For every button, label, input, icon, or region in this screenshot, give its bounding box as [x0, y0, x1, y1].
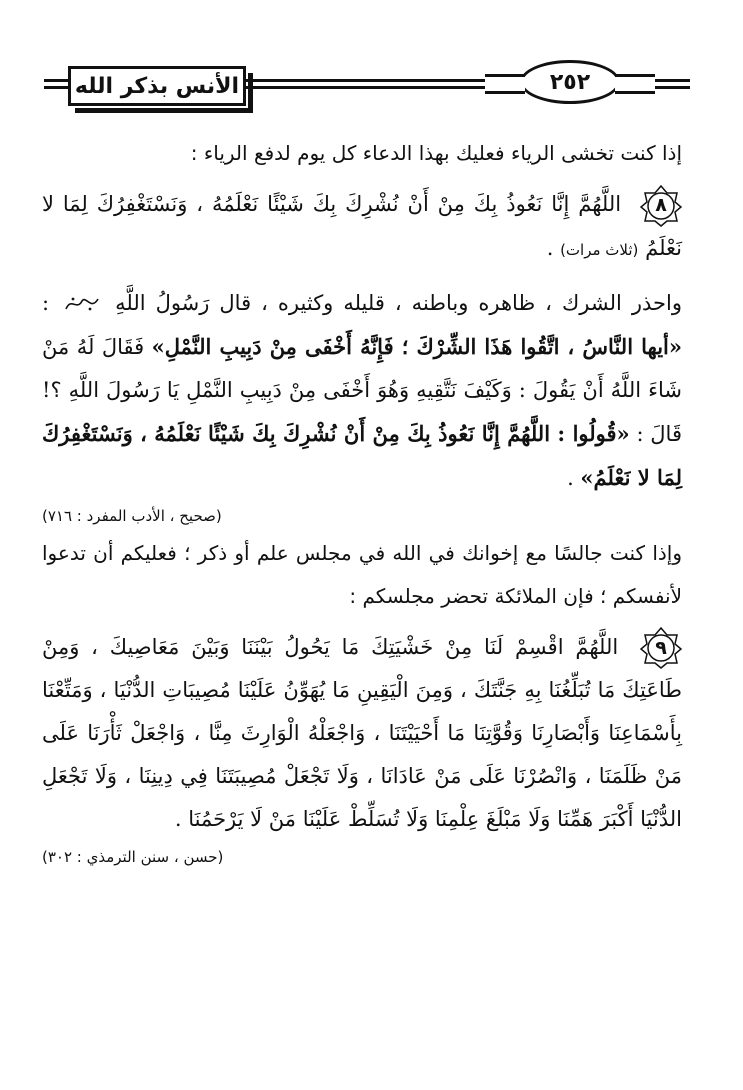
- dua-8-text: اللَّهُمَّ إِنَّا نَعُوذُ بِكَ مِنْ أَنْ نُشْرِكَ بِكَ شَيْئًا نَعْلَمُهُ ، وَنَسْتَغْفِرُكَ لِمَا لا نَعْلَمُ: [42, 192, 682, 260]
- hadith-paragraph: واحذر الشرك ، ظاهره وباطنه ، قليله وكثيره ، قال رَسُولُ اللَّهِ : «أيها النَّاسُ ، اتَّقُوا هَذَا الشِّرْكَ ؛ فَإِنَّهُ أَخْفَى مِنْ دَبِيبِ النَّمْلِ» فَقَالَ لَهُ مَنْ شَاءَ اللَّهُ أَنْ يَقُولَ : وَكَيْفَ نَتَّقِيهِ وَهُوَ أَخْفَى مِنْ دَبِيبِ النَّمْلِ يَا رَسُولَ اللَّهِ ؟! قَالَ : «قُولُوا : اللَّهُمَّ إِنَّا نَعُوذُ بِكَ مِنْ أَنْ نُشْرِكَ بِكَ شَيْئًا نَعْلَمُهُ ، وَنَسْتَغْفِرُكَ لِمَا لا نَعْلَمُ» .: [42, 290, 683, 490]
- hadith-end: .: [567, 465, 581, 490]
- dua-9-text: اللَّهُمَّ اقْسِمْ لَنَا مِنْ خَشْيَتِكَ مَا يَحُولُ بَيْنَنَا وَبَيْنَ مَعَاصِيكَ ، وَمِنْ طَاعَتِكَ مَا تُبَلِّغُنَا بِهِ جَنَّتَكَ ، وَمِنَ الْيَقِينِ مَا يُهَوِّنُ عَلَيْنَا مُصِيبَاتِ الدُّنْيَا ، وَمَتِّعْنَا بِأَسْمَاعِنَا وَأَبْصَارِنَا وَقُوَّتِنَا مَا أَحْيَيْتَنَا ، وَاجْعَلْهُ الْوَارِثَ مِنَّا ، وَاجْعَلْ ثَأْرَنَا عَلَى مَنْ ظَلَمَنَا ، وَانْصُرْنَا عَلَى مَنْ عَادَانَا ، وَلَا تَجْعَلْ مُصِيبَتَنَا فِي دِينِنَا ، وَلَا تَجْعَلِ الدُّنْيَا أَكْبَرَ هَمِّنَا وَلَا مَبْلَغَ عِلْمِنَا وَلَا تُسَلِّطْ عَلَيْنَا مَنْ لَا يَرْحَمُنَا .: [42, 634, 682, 831]
- running-title-text: الأنس بذكر الله: [74, 73, 240, 99]
- hadith-middle: فَقَالَ لَهُ مَنْ شَاءَ اللَّهُ أَنْ يَقُولَ : وَكَيْفَ نَتَّقِيهِ وَهُوَ أَخْفَى مِنْ دَبِيبِ النَّمْلِ يَا رَسُولَ اللَّهِ ؟! قَالَ :: [42, 334, 682, 446]
- intro-paragraph-1: إذا كنت تخشى الرياء فعليك بهذا الدعاء كل يوم لدفع الرياء :: [190, 141, 682, 165]
- dua-9: [42, 626, 682, 842]
- dua-number-badge: [640, 185, 682, 227]
- hadith-lead: واحذر الشرك ، ظاهره وباطنه ، قليله وكثيره ، قال رَسُولُ اللَّهِ: [115, 290, 682, 315]
- dua-number-badge: [640, 627, 682, 669]
- hadith-source: (صحيح ، الأدب المفرد : ٧١٦): [42, 506, 222, 525]
- hadith-quote-1: «أيها النَّاسُ ، اتَّقُوا هَذَا الشِّرْكَ ؛ فَإِنَّهُ أَخْفَى مِنْ دَبِيبِ النَّمْلِ»: [151, 333, 683, 359]
- salutation-icon: [63, 293, 101, 315]
- hadith-quote-2: «قُولُوا : اللَّهُمَّ إِنَّا نَعُوذُ بِكَ مِنْ أَنْ نُشْرِكَ بِكَ شَيْئًا نَعْلَمُهُ ، وَنَسْتَغْفِرُكَ لِمَا لا نَعْلَمُ»: [42, 420, 682, 490]
- dua-9-source: (حسن ، سنن الترمذي : ٣٠٢): [42, 848, 224, 866]
- page-body: [42, 132, 682, 873]
- dua-8: [42, 183, 682, 272]
- page-number-oval: [520, 60, 620, 104]
- running-title: [68, 66, 246, 106]
- dua-number: ٨: [655, 194, 667, 216]
- page-number: ٢٥٢: [549, 69, 591, 95]
- intro-paragraph-2: وإذا كنت جالسًا مع إخوانك في الله في مجلس علم أو ذكر ؛ فعليكم أن تدعوا لأنفسكم ؛ فإن الملائكة تحضر مجلسكم :: [42, 540, 682, 608]
- dua-8-end: .: [546, 235, 561, 260]
- dua-8-note: (ثلاث مرات): [560, 240, 639, 259]
- dua-number: ٩: [655, 636, 667, 659]
